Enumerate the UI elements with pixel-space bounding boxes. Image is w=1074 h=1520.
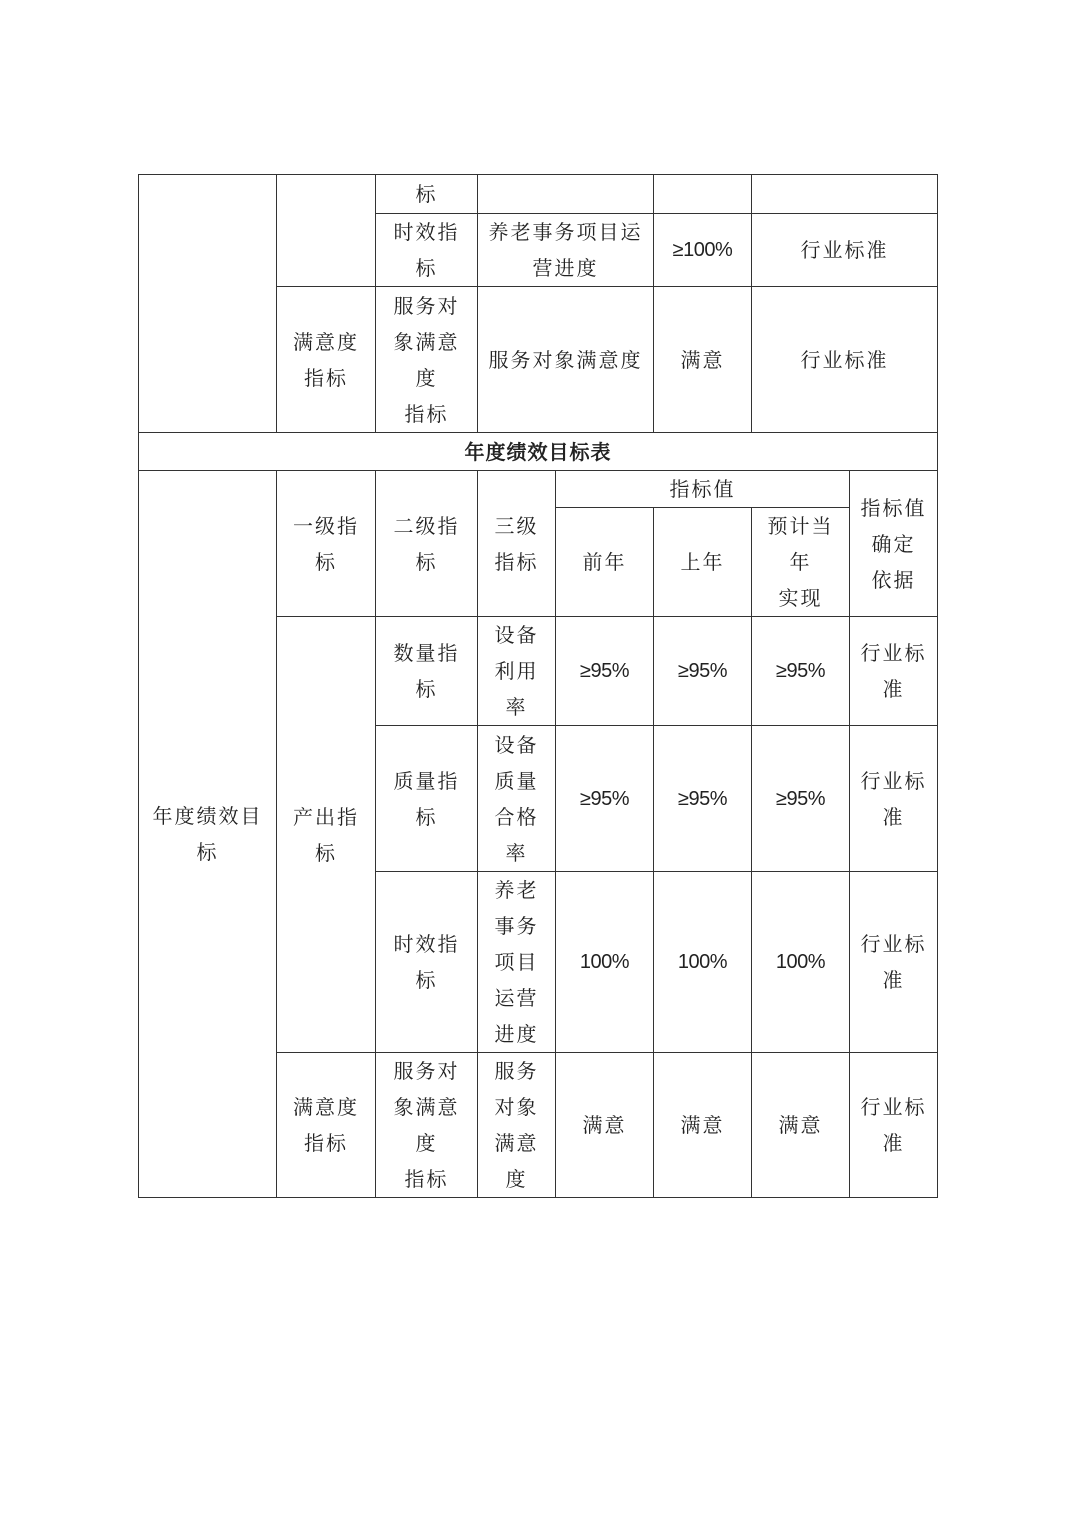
header-expected: 预计当 年 实现: [752, 508, 850, 617]
top-row1-col6: [752, 175, 938, 214]
top-blank-col2: [277, 175, 376, 287]
top-table: [138, 174, 938, 471]
output-label: 产出指 标: [277, 617, 376, 1053]
satisfaction-expected: 满意: [752, 1053, 850, 1198]
top-timeliness-item: 养老事务项目运 营进度: [478, 214, 654, 287]
quantity-prev: ≥95%: [556, 617, 654, 726]
header-prev-year: 前年: [556, 508, 654, 617]
quality-basis: 行业标 准: [850, 726, 938, 872]
satisfaction-basis: 行业标 准: [850, 1053, 938, 1198]
quality-level3: 设备 质量 合格 率: [478, 726, 556, 872]
top-satisfaction-basis: 行业标准: [752, 287, 938, 433]
timeliness-last: 100%: [654, 872, 752, 1053]
quality-prev: ≥95%: [556, 726, 654, 872]
top-satisfaction-value: 满意: [654, 287, 752, 433]
quantity-last: ≥95%: [654, 617, 752, 726]
timeliness-basis: 行业标 准: [850, 872, 938, 1053]
timeliness-level2: 时效指 标: [376, 872, 478, 1053]
section-title: 年度绩效目标表: [139, 433, 938, 471]
quality-expected: ≥95%: [752, 726, 850, 872]
quality-level2: 质量指 标: [376, 726, 478, 872]
timeliness-level3: 养老 事务 项目 运营 进度: [478, 872, 556, 1053]
quantity-expected: ≥95%: [752, 617, 850, 726]
quantity-level2: 数量指 标: [376, 617, 478, 726]
satisfaction-level3: 服务 对象 满意 度: [478, 1053, 556, 1198]
top-row1-col5: [654, 175, 752, 214]
top-satisfaction-item: 服务对象满意度: [478, 287, 654, 433]
top-row1-col4: [478, 175, 654, 214]
top-row1-col3: 标: [376, 175, 478, 214]
satisfaction-prev: 满意: [556, 1053, 654, 1198]
header-level2: 二级指 标: [376, 471, 478, 617]
header-level1: 一级指 标: [277, 471, 376, 617]
satisfaction-level1: 满意度 指标: [277, 1053, 376, 1198]
top-blank-col1: [139, 175, 277, 433]
annual-table: [138, 470, 938, 1198]
top-timeliness-label: 时效指 标: [376, 214, 478, 287]
header-last-year: 上年: [654, 508, 752, 617]
timeliness-expected: 100%: [752, 872, 850, 1053]
top-satisfaction-level2: 服务对 象满意 度 指标: [376, 287, 478, 433]
annual-row-label: 年度绩效目 标: [139, 471, 277, 1198]
quantity-level3: 设备 利用 率: [478, 617, 556, 726]
top-timeliness-value: ≥100%: [654, 214, 752, 287]
top-satisfaction-level1: 满意度 指标: [277, 287, 376, 433]
quality-last: ≥95%: [654, 726, 752, 872]
satisfaction-last: 满意: [654, 1053, 752, 1198]
quantity-basis: 行业标 准: [850, 617, 938, 726]
header-level3: 三级 指标: [478, 471, 556, 617]
header-basis: 指标值 确定 依据: [850, 471, 938, 617]
top-timeliness-basis: 行业标准: [752, 214, 938, 287]
timeliness-prev: 100%: [556, 872, 654, 1053]
header-value-group: 指标值: [556, 471, 850, 508]
satisfaction-level2: 服务对 象满意 度 指标: [376, 1053, 478, 1198]
